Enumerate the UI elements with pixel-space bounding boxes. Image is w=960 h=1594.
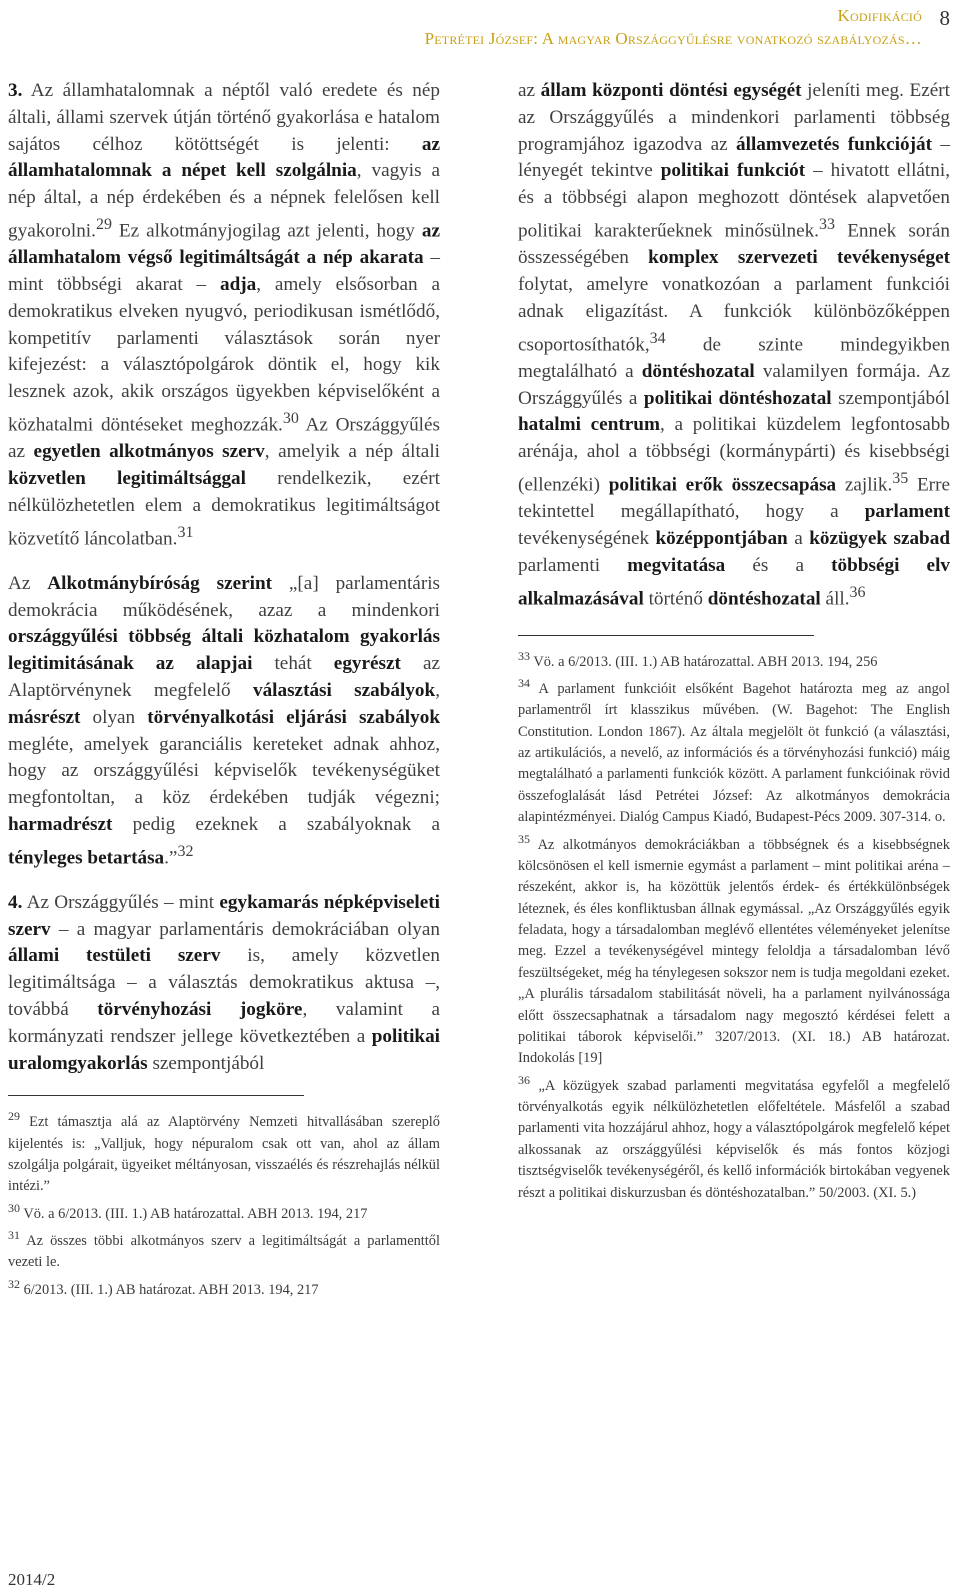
page-number: 8 [939,6,950,30]
issue-number: 2014/2 [8,1570,56,1589]
footnote-divider [518,635,814,636]
footnote: $^{32}$ 6/2013. (III. 1.) AB határozat. ABH 2013. 194, 217 [8,1276,319,1298]
footnote: $^{36}$ „A közügyek szabad parlamenti megvitatása egyfelől a megfelelő törvényalkotás egyik nélkülözhetetlen előfeltétele. Másfelől a szabad parlamenti vita hozzájárul ahhoz, hogy a választópolgárok megfelelő képet alkossanak az országgyűlési képviselők és más fontos közjogi tisztségviselők tevékenységéről, és kellő információk birtokában vegyenek részt a politikai diskurzusban és döntéshozatalban.” 50/2003. (XI. 5.) [518,1072,950,1201]
footnote-divider [8,1095,304,1096]
section-4-paragraph: 4. Az Országgyűlés – mint egykamarás népképviseleti szerv – a magyar parlamentáris demokráciában olyan állami testületi szerv is, amely közvetlen legitimáltsága – a választás demokratikus aktusa –, továbbá törvényhozási jogköre, valamint a kormányzati rendszer jellege következtében a politikai uralomgyakorlás szempontjából [8,891,440,1074]
footnote: $^{35}$ Az alkotmányos demokráciákban a többségnek és a kisebbségnek kölcsönösen el kell ismernie egymást a parlament – mint politikai aréna – részeként, akkor is, ha közöttük jelentős érdek- és értékkülönbségek léteznek, és éles konfliktusban állnak egymással. „Az Országgyűlés egyik feladata, hogy a társadalomban meglévő ellentétes véleményeket jelenítse meg. Ezzel a tevékenységével mintegy feloldja a társadalomban lévő feszültségeket, még ha ténylegesen sokszor nem is tudja megoldani ezeket. „A plurális társadalom stabilitását növeli, ha a parlament nyilvánossága előtt összecsaphatnak a társadalom nagy megosztó kérdései felett a politikai táborok képviselői.” 3207/2013. (XI. 18.) AB határozat. Indokolás [19] [518,831,950,1067]
article-running-title: Petrétei József: A magyar Országgyűlésre vonatkozó szabályozás… [424,29,922,48]
left-footnotes [8,1106,440,1300]
right-footnotes [518,646,950,1204]
footnote: $^{30}$ Vö. a 6/2013. (III. 1.) AB határozattal. ABH 2013. 194, 217 [8,1200,368,1222]
right-column [518,78,950,1204]
page-header [425,4,922,50]
footnote: $^{33}$ Vö. a 6/2013. (III. 1.) AB határozattal. ABH 2013. 194, 256 [518,648,878,670]
parliament-function-paragraph: az állam központi döntési egységét jeleníti meg. Ezért az Országgyűlés a mindenkori parlamenti többség programjához igazodva az államvezetés funkcióját – lényegét tekintve politikai funkciót – hivatott ellátni, és a többségi alapon meghozott döntések alapvetően politikai karakterűeknek minősülnek.$^{33}$ Ennek során összességében komplex szervezeti tevékenységet folytat, amelyre vonatkozóan a parlament funkciói adnak eligazítást. A funkciók különbözőképpen csoportosíthatók,$^{34}$ de szinte mindegyikben megtalálható a döntéshozatal valamilyen formája. Az Országgyűlés a politikai döntéshozatal szempontjából hatalmi centrum, a politikai küzdelem legfontosabb arénája, ahol a többségi (kormánypárti) és kisebbségi (ellenzéki) politikai erők összecsapása zajlik.$^{35}$ Erre tekintettel megállapítható, hogy a parlament tevékenységének középpontjában a közügyek szabad parlamenti megvitatása és a többségi elv alkalmazásával történő döntéshozatal áll.$^{36}$ [518,80,950,609]
left-column [8,78,440,1301]
footnote: $^{31}$ Az összes többi alkotmányos szerv a legitimáltságát a parlamenttől vezeti le. [8,1228,440,1271]
footnote: $^{34}$ A parlament funkcióit elsőként Bagehot határozta meg az angol parlamentről írt klasszikus művében. (W. Bagehot: The English Constitution. London 1867). Az általa megjelölt öt funkció (a választási, az artikulációs, a nevelő, az információs és a törvényhozási funkció) máig megtalálható a parlamenti funkciók között. A parlament funkcióinak rövid összefoglalását lásd Petrétei József: Az alkotmányos demokrácia alapintézményei. Dialóg Campus Kiadó, Budapest-Pécs 2009. 307-314. o. [518,675,950,826]
section-3-paragraph: 3. Az államhatalomnak a néptől való eredete és nép általi, állami szervek útján történő gyakorlása e hatalom sajátos célhoz kötöttségét is jelenti: az államhatalomnak a népet kell szolgálnia, vagyis a nép által, a nép érdekében és a népnek felelősen kell gyakorolni.$^{29}$ Ez alkotmányjogilag azt jelenti, hogy az államhatalom végső legitimáltságát a nép akarata – mint többségi akarat – adja, amely elsősorban a demokratikus elveken nyugvó, periodikusan ismétlődő, kompetitív parlamenti választások során nyer kifejezést: a választópolgárok döntik el, hogy kik lesznek azok, akik országos ügyekben képviselőként a közhatalmi döntéseket meghozzák.$^{30}$ Az Országgyűlés az egyetlen alkotmányos szerv, amelyik a nép általi közvetlen legitimáltsággal rendelkezik, ezért nélkülözhetetlen elem a demokratikus legitimáltságot közvetítő láncolatban.$^{31}$ [8,80,441,549]
journal-title: Kodifikáció [837,6,922,25]
footnote: $^{29}$ Ezt támasztja alá az Alaptörvény Nemzeti hitvallásában szereplő kijelentés is: „Valljuk, hogy népuralom csak ott van, ahol az állam szolgálja polgárait, ügyeiket méltányosan, visszaélés és részrehajlás nélkül intézi.” [8,1109,440,1195]
constitutional-court-paragraph: Az Alkotmánybíróság szerint „[a] parlamentáris demokrácia működésének, azaz a mindenkori országgyűlési többség általi közhatalom gyakorlás legitimitásának az alapjai tehát egyrészt az Alaptörvénynek megfelelő választási szabályok, másrészt olyan törvényalkotási eljárási szabályok megléte, amelyek garanciális kereteket adnak ahhoz, hogy az országgyűlési képviselők tevékenységüket megfontoltan, a köz érdekében tudják végezni; harmadrészt pedig ezeknek a szabályoknak a tényleges betartása.”$^{32}$ [8,572,441,869]
